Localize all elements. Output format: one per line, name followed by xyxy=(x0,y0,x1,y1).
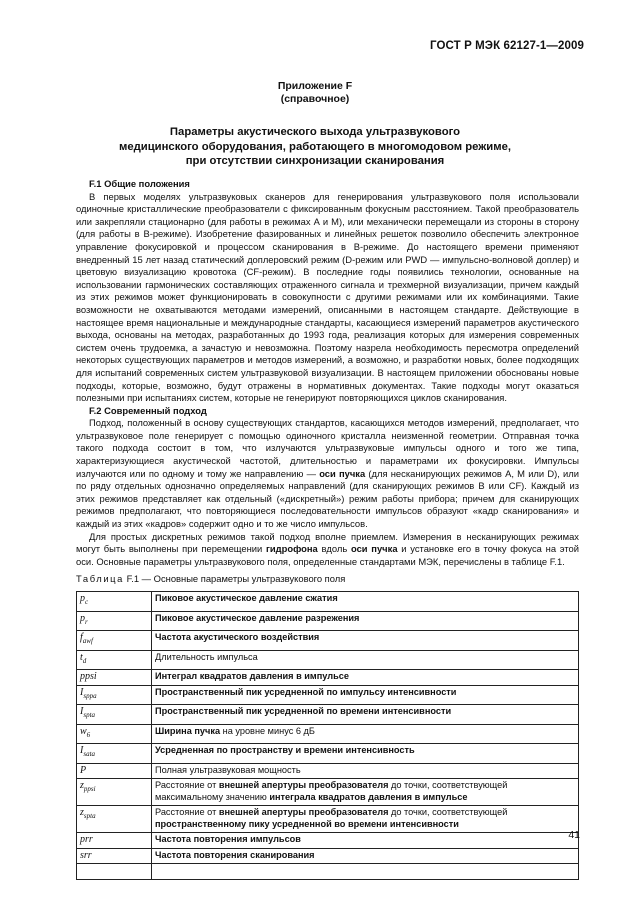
symbol-text: I xyxy=(80,686,84,698)
parameter-description xyxy=(152,705,579,725)
symbol-text: z xyxy=(80,807,84,818)
parameter-description xyxy=(152,779,579,806)
table-row xyxy=(77,631,579,651)
parameter-symbol xyxy=(77,779,152,806)
parameter-description xyxy=(152,650,579,670)
symbol-text: I xyxy=(80,706,84,717)
standard-header: ГОСТ Р МЭК 62127-1—2009 xyxy=(430,40,584,52)
description-run: внешней апертуры преобразователя xyxy=(218,807,389,817)
text-run: (для несканирующих режимов А, М или D), или по ряду отдельных однозначно определяемых направлений (для сканирующих режимов В или CF). Каждый из этих режимов представляет как отдельный («дискретный») режим работы прибора; причем для сканирующих режимов предполагают, что повторяющиеся последовательности импульсов образуют «кадр сканирования» и каждый из этих «кадров» содержит одно и то же число импульсов. xyxy=(76,467,579,530)
description-run: на уровне минус 6 дБ xyxy=(220,725,315,736)
symbol-text: srr xyxy=(80,849,92,861)
parameter-description xyxy=(152,806,579,833)
description-run: внешней апертуры преобразователя xyxy=(218,780,389,790)
section-heading-f2: F.2 Современный подход xyxy=(89,404,207,416)
table-row xyxy=(77,592,579,612)
table-row xyxy=(77,848,579,864)
title-line-1: Параметры акустического выхода ультразвукового xyxy=(169,126,461,138)
parameter-description xyxy=(152,592,579,612)
empty-cell xyxy=(152,864,579,880)
symbol-subscript: c xyxy=(85,598,89,606)
description-run: до точки, соответствующей xyxy=(388,807,508,817)
text-run: вдоль xyxy=(317,543,351,555)
symbol-subscript: awf xyxy=(82,637,93,645)
description-run: Полная ультразвуковая мощность xyxy=(155,764,301,775)
parameter-description xyxy=(152,744,579,764)
document-title xyxy=(0,125,630,169)
description-run: интеграла квадратов давления в импульсе xyxy=(269,791,468,802)
parameter-symbol xyxy=(77,650,152,670)
symbol-text: t xyxy=(80,651,83,663)
table-row xyxy=(77,744,579,764)
description-run: Длительность импульса xyxy=(155,651,258,662)
symbol-text: z xyxy=(80,780,84,791)
parameter-symbol xyxy=(77,592,152,612)
table-row-empty xyxy=(77,864,579,880)
table-row xyxy=(77,685,579,705)
symbol-text: f xyxy=(80,632,83,643)
table-caption-label: Таблица xyxy=(76,573,124,585)
description-run: Усредненная по пространству и времени интенсивность xyxy=(155,745,415,755)
document-body xyxy=(76,178,579,880)
title-line-3: при отсутствии синхронизации сканирования xyxy=(185,155,445,167)
appendix-title: Приложение F xyxy=(277,80,353,92)
title-line-2: медицинского оборудования, работающего в многомодовом режиме, xyxy=(118,140,512,153)
parameter-description xyxy=(152,670,579,686)
section-heading-f1: F.1 Общие положения xyxy=(89,178,190,189)
description-run: Частота повторения сканирования xyxy=(155,849,315,860)
description-run: Интеграл квадратов давления в импульсе xyxy=(155,671,349,681)
paragraph-f1-1: В первых моделях ультразвуковых сканеров для генерирования ультразвукового поля использовали одиночные кристаллические преобразователи с фиксированным фокусным расстоянием. Такой преобразователь или закрепляли стационарно (для работы в режимах А и М), или механически перемещали из стороны в сторону (для работы в В-режиме). Изобретение фазированных и линейных решеток позволило обеспечить электронное управление фокусировкой и процессом сканирования в В-режиме. До настоящего времени применяют внедренный 15 лет назад статический доплеровский режим (D-режим или PWD — импульсно-волновой доплер) и цветовую визуализацию кровотока (CF-режим). В последние годы появились технологии, основанные на использовании гармонических составляющих отраженного сигнала и трехмерной визуализации, причем каждый из этих режимов может функционировать в совокупности с другими режимами или их комбинациями. Такие возможности не охватываются методами измерений, описанными в настоящем стандарте. Действующие в настоящее время национальные и международные стандарты, касающиеся измерений параметров акустического выхода, основаны на методах, разработанных до 1993 года, реализация которых для измерения современных систем очень трудоемка, а зачастую и невозможна. Поэтому назрела необходимость пересмотра определений некоторых существующих параметров и методов измерений, а возможно, и разработки новых, более подходящих для испытаний современных систем ультразвуковой визуализации. В настоящем приложении обоснованы новые подходы, которые, возможно, будут отражены в нормативных документах. Такие подходы могут оказаться полезными при испытаниях систем, которые не генерируют повторяющихся циклов сканирования. xyxy=(76,190,579,404)
text-run: и установке его в точку фокуса на этой оси. Основные параметры ультразвукового поля, определенные стандартами МЭК, перечислены в таблице F.1. xyxy=(76,543,579,567)
parameter-symbol xyxy=(77,611,152,631)
description-run: до точки, соответствующей максимальному значению xyxy=(155,780,508,802)
parameter-description xyxy=(152,685,579,705)
empty-cell xyxy=(77,864,152,880)
parameter-description xyxy=(152,611,579,631)
table-row xyxy=(77,779,579,806)
parameter-description xyxy=(152,763,579,779)
description-run: Пиковое акустическое давление разрежения xyxy=(155,612,360,623)
table-row xyxy=(77,806,579,833)
symbol-text: p xyxy=(80,612,85,624)
parameter-description xyxy=(152,631,579,651)
symbol-text: ppsi xyxy=(80,671,97,682)
page-number: 41 xyxy=(568,829,580,841)
symbol-text: prr xyxy=(80,834,93,845)
description-run: Ширина пучка xyxy=(155,725,221,736)
symbol-subscript: r xyxy=(85,617,88,626)
table-row xyxy=(77,705,579,725)
parameter-symbol xyxy=(77,724,152,744)
table-row xyxy=(77,763,579,779)
parameter-symbol xyxy=(77,833,152,849)
symbol-subscript: 6 xyxy=(86,730,91,739)
parameter-symbol xyxy=(77,670,152,686)
description-run: Частота повторения импульсов xyxy=(155,834,301,844)
symbol-subscript: sata xyxy=(83,750,96,758)
parameter-symbol xyxy=(77,705,152,725)
parameter-description xyxy=(152,848,579,864)
parameter-symbol xyxy=(77,744,152,764)
table-row xyxy=(77,650,579,670)
table-row xyxy=(77,833,579,849)
symbol-text: p xyxy=(80,593,85,604)
description-run: Пиковое акустическое давление сжатия xyxy=(155,593,338,603)
description-run: Расстояние от xyxy=(155,780,219,790)
parameters-table-body xyxy=(77,592,579,880)
parameter-description xyxy=(152,724,579,744)
parameter-description xyxy=(152,833,579,849)
parameter-symbol xyxy=(77,685,152,705)
term-beam-axis: оси пучка xyxy=(350,543,398,555)
symbol-subscript: spta xyxy=(83,711,96,719)
table-caption xyxy=(76,573,579,586)
symbol-subscript: sppa xyxy=(83,691,97,700)
parameter-symbol xyxy=(77,763,152,779)
description-run: пространственному пику усредненной во времени интенсивности xyxy=(155,818,459,829)
table-row xyxy=(77,670,579,686)
symbol-text: P xyxy=(80,764,87,776)
paragraph-f2-2 xyxy=(76,531,579,569)
table-row xyxy=(77,611,579,631)
term-beam-axis: оси пучка xyxy=(319,467,366,479)
description-run: Пространственный пик усредненной по времени интенсивности xyxy=(155,706,452,716)
parameters-table xyxy=(76,591,579,880)
parameter-symbol xyxy=(77,631,152,651)
description-run: Расстояние от xyxy=(155,807,219,817)
symbol-subscript: spta xyxy=(83,812,96,820)
symbol-subscript: ppsi xyxy=(83,785,96,793)
symbol-text: w xyxy=(80,725,87,737)
table-row xyxy=(77,724,579,744)
appendix-subtitle: (справочное) xyxy=(280,93,350,105)
paragraph-f2-1 xyxy=(76,417,579,530)
text-run: Для простых дискретных режимов такой подход вполне приемлем. Измерения в несканирующих режимах могут быть выполнены при перемещении xyxy=(76,530,579,555)
parameter-symbol xyxy=(77,806,152,833)
symbol-subscript: d xyxy=(82,656,87,665)
description-run: Частота акустического воздействия xyxy=(155,632,320,642)
text-run: Подход, положенный в основу существующих стандартов, касающихся методов измерений, предполагает, что ультразвуковое поле генерирует с помощью одиночного кристалла неизменной геометрии. Отправная точка такого подхода состоит в том, что излучаются ультразвуковые импульсы одного и того же типа, характеризующиеся акустической частотой, длительностью и параметрами их фокусировки. Импульсы излучаются или по одному и тому же направлению — xyxy=(76,417,579,479)
symbol-text: I xyxy=(80,745,84,756)
table-caption-text: F.1 — Основные параметры ультразвукового поля xyxy=(123,573,346,585)
description-run: Пространственный пик усредненной по импульсу интенсивности xyxy=(155,686,457,697)
term-hydrophone: гидрофона xyxy=(266,543,318,555)
parameter-symbol xyxy=(77,848,152,864)
